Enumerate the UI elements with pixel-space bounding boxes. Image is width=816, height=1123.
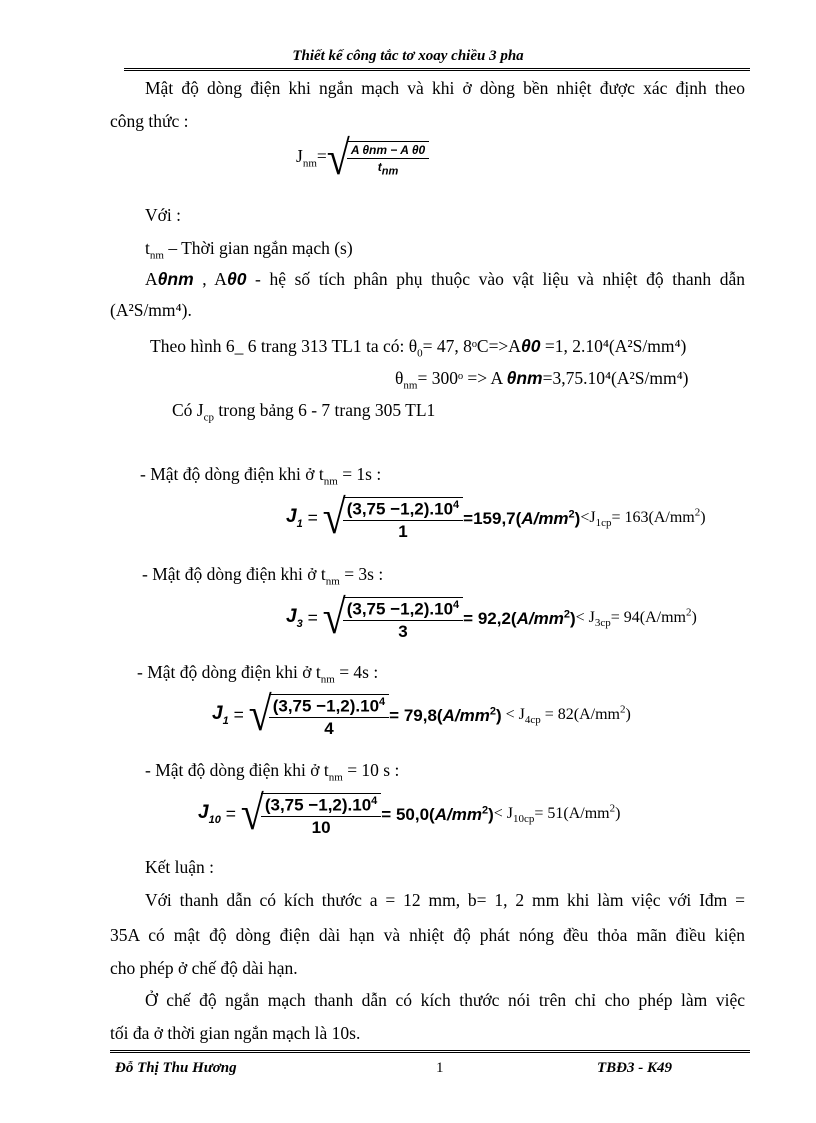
theo-line-2: $\theta_{nm}=$ 300ᵒ => A θnm=3,75.10⁴(A²S/mm⁴) xyxy=(395,368,689,392)
conclusion-2-line-1: Ở chế độ ngắn mạch thanh dẫn có kích thước nói trên chỉ cho phép làm việc xyxy=(145,990,745,1010)
page-header: Thiết kế công tắc tơ xoay chiều 3 pha xyxy=(292,48,524,64)
voi-label: Với : xyxy=(145,205,181,225)
jcp-line: Có $J_{cp}$ trong bảng 6 - 7 trang 305 TL1 xyxy=(172,400,436,424)
a-definition-line-2: (A²S/mm⁴). xyxy=(110,300,192,320)
theo-line-1: Theo hình 6_ 6 trang 313 TL1 ta có: $\theta_0= 47$, 8ᵒC=>Aθ0 =1, 2.10⁴(A²S/mm⁴) xyxy=(150,336,687,360)
footer-class: TBĐ3 - K49 xyxy=(597,1060,672,1076)
a-definition-line-1: Aθnm , Aθ0 - hệ số tích phân phụ thuộc vào vật liệu và nhiệt độ thanh dẫn xyxy=(145,269,745,289)
intro-line-1: Mật độ dòng điện khi ngắn mạch và khi ở dòng bền nhiệt được xác định theo xyxy=(145,78,745,98)
conclusion-2-line-2: tối đa ở thời gian ngắn mạch là 10s. xyxy=(110,1023,361,1043)
case-2-formula: $J_3$ = √ $\frac{(3,75 -1,2).10^4}{3}$ = $92,2(A/mm^2)< J_{3cp}= 94(A/mm^2)$ xyxy=(286,591,697,645)
case-1-label: - Mật độ dòng điện khi ở $t_{nm} = 1s$ : xyxy=(140,464,382,488)
case-3-formula: $J_1$ = √ $\frac{(3,75 -1,2).10^4}{4}$ = $79,8(A/mm^2) < J_{4cp} = 82(A/mm^2)$ xyxy=(212,688,631,742)
case-4-formula: $J_{10}$ = √ $\frac{(3,75 -1,2).10^4}{10}$ = $50,0(A/mm^2)< J_{10cp}= 51(A/mm^2)$ xyxy=(198,787,621,841)
conclusion-1-line-1: Với thanh dẫn có kích thước a = 12 mm, b= 1, 2 mm khi làm việc với Iđm = xyxy=(145,890,745,910)
case-4-label: - Mật độ dòng điện khi ở $t_{nm} = 10$ s : xyxy=(145,760,400,784)
footer-author: Đỗ Thị Thu Hương xyxy=(115,1060,237,1076)
case-3-label: - Mật độ dòng điện khi ở $t_{nm} = 4s$ : xyxy=(137,662,379,686)
ket-luan-label: Kết luận : xyxy=(145,857,215,877)
case-1-formula: $J_1$ = √ $\frac{(3,75 -1,2).10^4}{1}$ $=159,7(A/mm^2)<J_{1cp}= 163(A/mm^2)$ xyxy=(286,491,706,545)
conclusion-1-line-3: cho phép ở chế độ dài hạn. xyxy=(110,958,298,978)
case-2-label: - Mật độ dòng điện khi ở $t_{nm} = 3s$ : xyxy=(142,564,384,588)
conclusion-1-line-2: 35A có mật độ dòng điện dài hạn và nhiệt độ phát nóng đều thỏa mãn điều kiện xyxy=(110,925,745,945)
main-formula: $J_{nm}=√$ $\frac{\text{A θnm − A θ0}}{t_{nm}}$ xyxy=(296,138,429,180)
header-rule xyxy=(124,68,750,71)
tnm-definition: $t_{nm}$ – Thời gian ngắn mạch (s) xyxy=(145,238,353,262)
footer-page-number: 1 xyxy=(436,1060,444,1076)
footer-rule xyxy=(110,1050,750,1053)
intro-line-2: công thức : xyxy=(110,111,189,131)
